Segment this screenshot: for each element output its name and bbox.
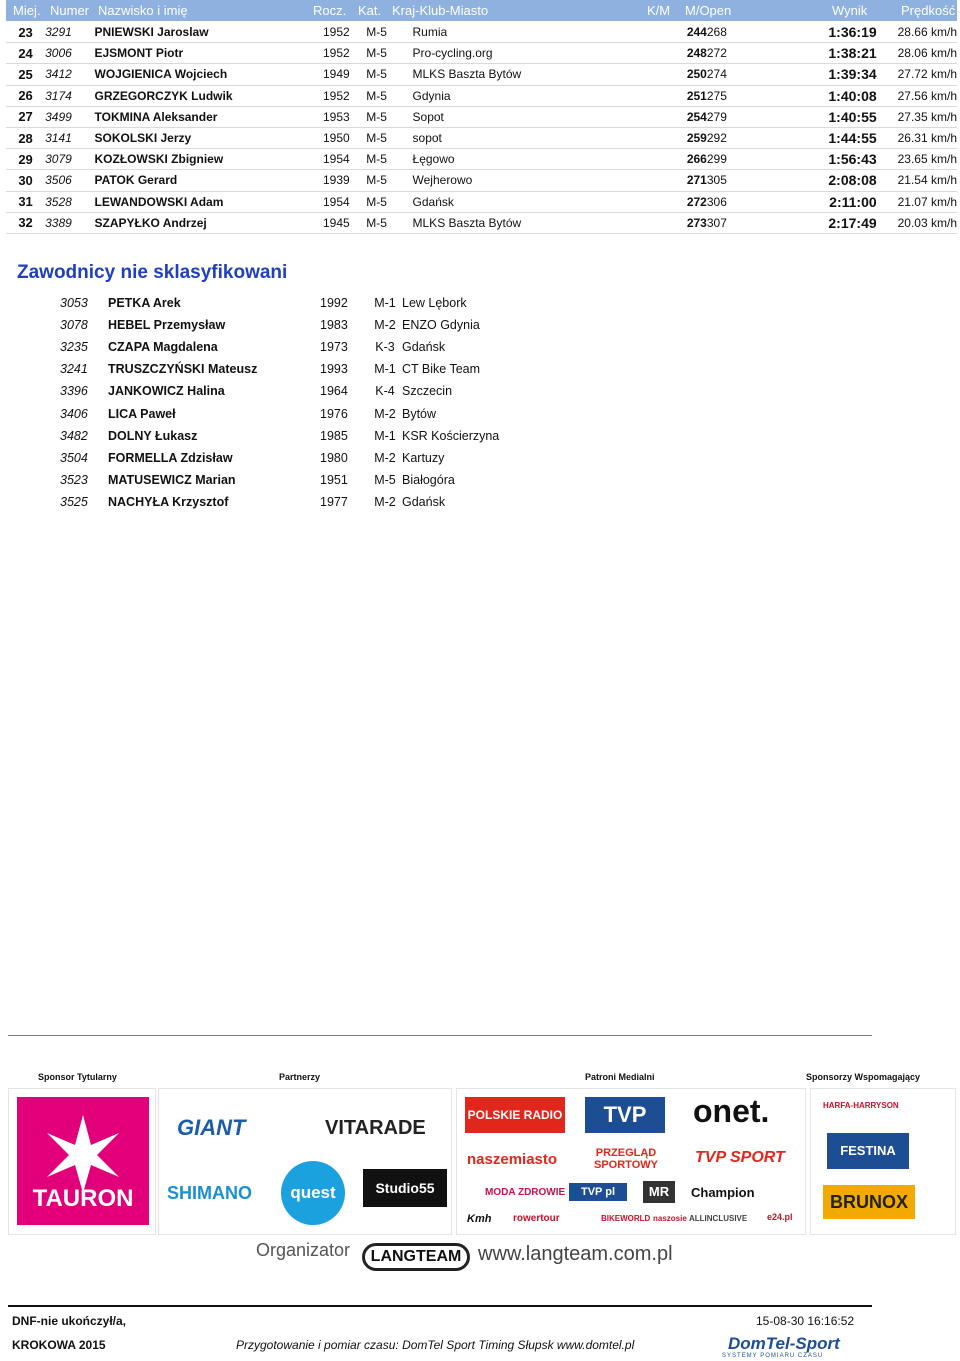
cell-club: Bytów	[402, 406, 437, 421]
cell-year: 1945	[323, 212, 366, 233]
cell-cat: M-2	[374, 406, 396, 421]
cell-time: 1:40:08	[779, 85, 877, 106]
cell-number: 3523	[60, 472, 88, 487]
cell-name: JANKOWICZ Halina	[108, 384, 225, 399]
cell-name: PNIEWSKI Jaroslaw	[95, 22, 323, 43]
cell-year: 1952	[323, 85, 366, 106]
cell-mopen: 292	[707, 127, 779, 148]
tvp-sport-logo: TVP SPORT	[695, 1149, 785, 1166]
col-category: Kat.	[358, 3, 382, 18]
shimano-logo: SHIMANO	[167, 1183, 252, 1203]
cell-number: 3482	[60, 428, 88, 443]
naszemiasto-logo: naszemiasto	[467, 1151, 558, 1168]
organizer-url[interactable]: www.langteam.com.pl	[478, 1243, 673, 1265]
cell-year: 1954	[323, 149, 366, 170]
cell-number: 3389	[45, 212, 94, 233]
domtel-logo: DomTel-Sport	[728, 1334, 840, 1353]
cell-mopen: 268	[707, 22, 779, 43]
cell-name: PATOK Gerard	[95, 170, 323, 191]
cell-name: FORMELLA Zdzisław	[108, 450, 233, 465]
cell-name: GRZEGORCZYK Ludwik	[95, 85, 323, 106]
cell-name: EJSMONT Piotr	[95, 43, 323, 64]
domtel-subtitle: SYSTEMY POMIARU CZASU	[722, 1353, 824, 1359]
cell-year: 1949	[323, 64, 366, 85]
cell-club: Pro-cycling.org	[413, 43, 666, 64]
media-panel	[456, 1088, 806, 1235]
table-row	[6, 64, 957, 85]
cell-name: LICA Paweł	[108, 406, 176, 421]
cell-number: 3006	[45, 43, 94, 64]
label-media: Patroni Medialni	[585, 1072, 655, 1082]
cell-number: 3528	[45, 191, 94, 212]
timing-credits: Przygotowanie i pomiar czasu: DomTel Sport Timing Słupsk www.domtel.pl	[236, 1338, 635, 1352]
cell-time: 1:44:55	[779, 127, 877, 148]
cell-speed: 27.72 km/h	[877, 64, 957, 85]
cell-number: 3241	[60, 362, 88, 377]
list-item	[60, 447, 499, 469]
naszosie-logo: naszosie	[653, 1214, 687, 1223]
cell-number: 3174	[45, 85, 94, 106]
cell-number: 3053	[60, 296, 88, 311]
timestamp: 15-08-30 16:16:52	[756, 1314, 855, 1328]
cell-km: 271	[666, 170, 707, 191]
cell-name: TOKMINA Aleksander	[95, 106, 323, 127]
cell-name: LEWANDOWSKI Adam	[95, 191, 323, 212]
cell-cat: M-2	[374, 450, 396, 465]
cell-cat: M-1	[374, 428, 396, 443]
col-name: Nazwisko i imię	[98, 3, 188, 18]
cell-club: Łęgowo	[413, 149, 666, 170]
table-row	[6, 127, 957, 148]
cell-year: 1993	[320, 362, 348, 377]
cell-speed: 23.65 km/h	[877, 149, 957, 170]
list-item	[60, 336, 499, 358]
cell-year: 1992	[320, 296, 348, 311]
cell-cat: M-5	[366, 191, 412, 212]
langteam-logo: LANGTEAM	[362, 1243, 470, 1271]
results-header	[6, 0, 957, 21]
cell-number: 3525	[60, 494, 88, 509]
cell-km: 259	[666, 127, 707, 148]
bikeworld-logo: BIKEWORLD	[601, 1214, 651, 1223]
col-speed: Prędkość	[901, 3, 956, 18]
cell-club: Lew Lębork	[402, 296, 467, 311]
giant-logo: GIANT	[177, 1115, 246, 1140]
cell-club: Sopot	[413, 106, 666, 127]
cell-cat: M-5	[366, 64, 412, 85]
cell-club: Wejherowo	[413, 170, 666, 191]
przeglad-sportowy-logo: PRZEGLĄD SPORTOWY	[594, 1147, 658, 1171]
cell-year: 1983	[320, 318, 348, 333]
cell-km: 272	[666, 191, 707, 212]
unclassified-title: Zawodnicy nie sklasyfikowani	[17, 262, 288, 283]
cell-year: 1951	[320, 472, 348, 487]
brunox-logo: BRUNOX	[823, 1185, 915, 1219]
cell-year: 1939	[323, 170, 366, 191]
cell-name: MATUSEWICZ Marian	[108, 472, 236, 487]
col-year: Rocz.	[313, 3, 347, 18]
cell-club: sopot	[413, 127, 666, 148]
list-item	[60, 292, 499, 314]
cell-cat: M-5	[366, 127, 412, 148]
cell-club: MLKS Baszta Bytów	[413, 64, 666, 85]
cell-speed: 27.35 km/h	[877, 106, 957, 127]
cell-number: 3141	[45, 127, 94, 148]
partners-panel	[158, 1088, 452, 1235]
cell-name: WOJGIENICA Wojciech	[95, 64, 323, 85]
cell-year: 1980	[320, 450, 348, 465]
champion-logo: Champion	[691, 1185, 755, 1200]
cell-cat: M-5	[366, 85, 412, 106]
rowertour-logo: rowertour	[513, 1213, 560, 1224]
cell-year: 1973	[320, 340, 348, 355]
studio55-logo: Studio55	[363, 1169, 447, 1207]
cell-cat: M-2	[374, 494, 396, 509]
cell-mopen: 274	[707, 64, 779, 85]
cell-time: 2:11:00	[779, 191, 877, 212]
list-item	[60, 469, 499, 491]
list-item	[60, 358, 499, 380]
cell-year: 1950	[323, 127, 366, 148]
table-row	[6, 106, 957, 127]
event-name: KROKOWA 2015	[12, 1338, 106, 1352]
cell-cat: M-5	[366, 106, 412, 127]
divider	[8, 1035, 872, 1036]
cell-club: Gdańsk	[413, 191, 666, 212]
cell-km: 250	[666, 64, 707, 85]
cell-year: 1954	[323, 191, 366, 212]
cell-club: Rumia	[413, 22, 666, 43]
title-sponsor-panel	[8, 1088, 156, 1235]
cell-cat: K-4	[375, 384, 395, 399]
cell-cat: M-5	[366, 149, 412, 170]
cell-club: Gdańsk	[402, 340, 446, 355]
cell-name: SOKOLSKI Jerzy	[95, 127, 323, 148]
onet-logo: onet.	[693, 1093, 770, 1129]
cell-mopen: 306	[707, 191, 779, 212]
cell-number: 3504	[60, 450, 88, 465]
cell-number: 3291	[45, 22, 94, 43]
cell-number: 3079	[45, 149, 94, 170]
cell-name: HEBEL Przemysław	[108, 318, 226, 333]
cell-km: 266	[666, 149, 707, 170]
festina-logo: FESTINA	[827, 1133, 909, 1169]
cell-name: DOLNY Łukasz	[108, 428, 198, 443]
cell-cat: M-5	[374, 472, 396, 487]
cell-km: 254	[666, 106, 707, 127]
col-club: Kraj-Klub-Miasto	[392, 3, 489, 18]
dnf-legend: DNF-nie ukończył/a,	[12, 1314, 127, 1328]
cell-place: 24	[6, 43, 45, 64]
cell-place: 31	[6, 191, 45, 212]
cell-time: 1:56:43	[779, 149, 877, 170]
col-time: Wynik	[832, 3, 868, 18]
cell-mopen: 275	[707, 85, 779, 106]
cell-name: CZAPA Magdalena	[108, 340, 218, 355]
cell-speed: 21.07 km/h	[877, 191, 957, 212]
cell-name: PETKA Arek	[108, 296, 181, 311]
cell-mopen: 307	[707, 212, 779, 233]
cell-place: 32	[6, 212, 45, 233]
cell-name: TRUSZCZYŃSKI Mateusz	[108, 362, 258, 377]
cell-number: 3235	[60, 340, 88, 355]
cell-cat: M-5	[366, 22, 412, 43]
cell-name: SZAPYŁKO Andrzej	[95, 212, 323, 233]
cell-number: 3412	[45, 64, 94, 85]
cell-place: 28	[6, 127, 45, 148]
table-row	[6, 170, 957, 191]
label-title-sponsor: Sponsor Tytularny	[38, 1072, 117, 1082]
cell-name: NACHYŁA Krzysztof	[108, 494, 229, 509]
col-number: Numer	[50, 3, 90, 18]
cell-club: Białogóra	[402, 472, 455, 487]
cell-mopen: 279	[707, 106, 779, 127]
col-km: K/M	[647, 3, 671, 18]
cell-speed: 21.54 km/h	[877, 170, 957, 191]
cell-club: Kartuzy	[402, 450, 445, 465]
cell-cat: M-5	[366, 212, 412, 233]
harfa-harryson-logo: HARFA-HARRYSON	[823, 1101, 899, 1110]
mr-logo: MR	[643, 1181, 675, 1203]
cell-year: 1953	[323, 106, 366, 127]
table-row	[6, 43, 957, 64]
cell-time: 1:36:19	[779, 22, 877, 43]
cell-speed: 28.66 km/h	[877, 22, 957, 43]
col-mopen: M/Open	[685, 3, 732, 18]
allinclusive-logo: ALLINCLUSIVE	[689, 1214, 748, 1223]
list-item	[60, 425, 499, 447]
cell-club: MLKS Baszta Bytów	[413, 212, 666, 233]
table-row	[6, 149, 957, 170]
cell-speed: 28.06 km/h	[877, 43, 957, 64]
cell-time: 2:17:49	[779, 212, 877, 233]
list-item	[60, 314, 499, 336]
cell-cat: M-2	[374, 318, 396, 333]
cell-cat: M-5	[366, 170, 412, 191]
cell-number: 3078	[60, 318, 88, 333]
tauron-logo: TAURON	[17, 1097, 149, 1225]
label-partners: Partnerzy	[279, 1072, 321, 1082]
cell-km: 251	[666, 85, 707, 106]
list-item	[60, 402, 499, 424]
cell-km: 248	[666, 43, 707, 64]
cell-mopen: 305	[707, 170, 779, 191]
cell-number: 3406	[60, 406, 88, 421]
cell-time: 1:39:34	[779, 64, 877, 85]
results-table	[6, 22, 957, 234]
list-item	[60, 380, 499, 402]
cell-year: 1976	[320, 406, 348, 421]
cell-km: 244	[666, 22, 707, 43]
cell-speed: 27.56 km/h	[877, 85, 957, 106]
cell-name: KOZŁOWSKI Zbigniew	[95, 149, 323, 170]
cell-year: 1964	[320, 384, 348, 399]
cell-speed: 20.03 km/h	[877, 212, 957, 233]
cell-place: 27	[6, 106, 45, 127]
cell-year: 1952	[323, 43, 366, 64]
supporting-panel	[810, 1088, 956, 1235]
cell-place: 23	[6, 22, 45, 43]
cell-mopen: 299	[707, 149, 779, 170]
col-place: Miej.	[13, 3, 41, 18]
list-item	[60, 491, 499, 513]
cell-cat: M-1	[374, 362, 396, 377]
vitarade-logo: VITARADE	[325, 1117, 426, 1139]
cell-time: 2:08:08	[779, 170, 877, 191]
footer-divider	[8, 1305, 872, 1307]
cell-club: CT Bike Team	[402, 362, 481, 377]
cell-cat: K-3	[375, 340, 395, 355]
moda-zdrowie-logo: MODA ZDROWIE	[485, 1187, 566, 1198]
tvp-logo: TVP	[585, 1097, 665, 1133]
cell-club: Gdańsk	[402, 494, 446, 509]
table-row	[6, 85, 957, 106]
cell-club: Gdynia	[413, 85, 666, 106]
cell-speed: 26.31 km/h	[877, 127, 957, 148]
cell-mopen: 272	[707, 43, 779, 64]
cell-place: 25	[6, 64, 45, 85]
cell-club: Szczecin	[402, 384, 453, 399]
cell-time: 1:38:21	[779, 43, 877, 64]
cell-cat: M-5	[366, 43, 412, 64]
tvp-pl-logo: TVP pl	[569, 1183, 627, 1201]
cell-year: 1977	[320, 494, 348, 509]
kmh-logo: Kmh	[467, 1213, 492, 1225]
quest-logo: quest	[281, 1161, 345, 1225]
table-row	[6, 22, 957, 43]
cell-year: 1952	[323, 22, 366, 43]
cell-club: KSR Kościerzyna	[402, 428, 500, 443]
unclassified-table	[60, 292, 499, 513]
cell-number: 3506	[45, 170, 94, 191]
cell-club: ENZO Gdynia	[402, 318, 480, 333]
cell-year: 1985	[320, 428, 348, 443]
cell-place: 26	[6, 85, 45, 106]
cell-time: 1:40:55	[779, 106, 877, 127]
table-row	[6, 212, 957, 233]
e24-logo: e24.pl	[767, 1212, 793, 1222]
label-supporting: Sponsorzy Wspomagający	[806, 1072, 921, 1082]
cell-place: 29	[6, 149, 45, 170]
cell-place: 30	[6, 170, 45, 191]
cell-number: 3396	[60, 384, 88, 399]
polskie-radio-logo: POLSKIE RADIO	[465, 1097, 565, 1133]
cell-km: 273	[666, 212, 707, 233]
cell-cat: M-1	[374, 296, 396, 311]
organizer-label: Organizator	[256, 1240, 351, 1260]
table-row	[6, 191, 957, 212]
cell-number: 3499	[45, 106, 94, 127]
